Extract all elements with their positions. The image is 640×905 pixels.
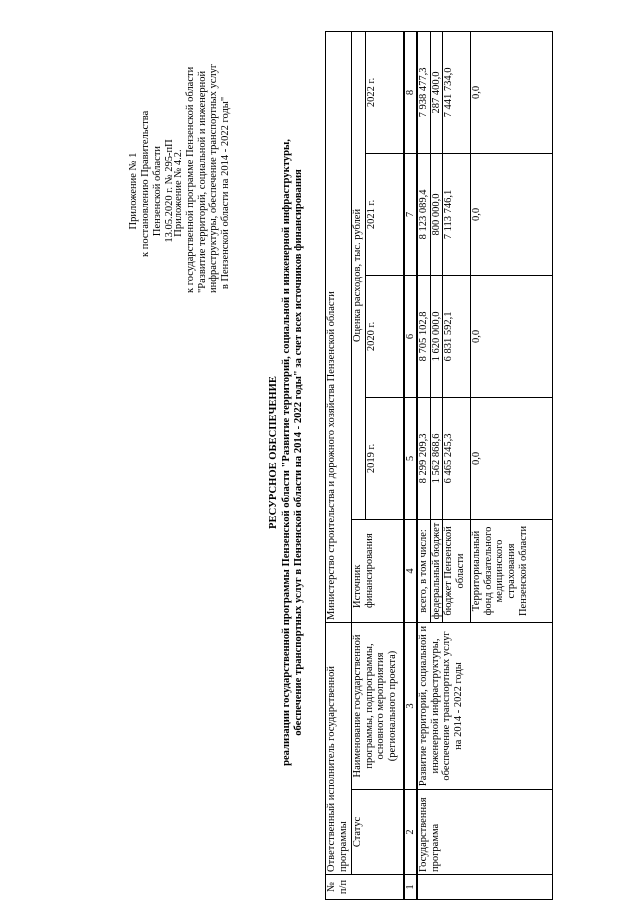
value-cell: 6 831 592,1	[443, 275, 471, 397]
appendix-line: Приложение № 1	[128, 152, 139, 230]
value-cell: 0,0	[471, 153, 553, 275]
value-cell: 1 620 000,0	[430, 275, 443, 397]
source-cell: бюджет Пензенской области	[443, 519, 471, 622]
title-line-3: обеспечение транспортных услуг в Пензенской области на 2014 - 2022 годы" за счет всех источников финансирования	[293, 169, 304, 736]
value-cell: 8 299 209,3	[417, 397, 430, 519]
colnum: 3	[404, 622, 418, 789]
appendix2-line: "Развитие территорий, социальной и инженерной	[196, 70, 208, 293]
value-cell: 0,0	[471, 275, 553, 397]
program-name-cell: Развитие территорий, социальной и инженерной инфраструктуры, обеспечение транспортных услуг на 2014 - 2022 годы	[417, 622, 553, 789]
appendix-line: к постановлению Правительства	[140, 110, 151, 257]
resource-table	[325, 31, 553, 900]
header-source: Источник финансирования	[352, 519, 404, 622]
row-num-cell	[417, 875, 553, 900]
colnum: 7	[404, 153, 418, 275]
appendix-block	[128, 110, 176, 257]
value-cell: 800 000,0	[430, 153, 443, 275]
year-2022: 2022 г.	[366, 31, 404, 153]
header-ministry: Министерство строительства и дорожного хозяйства Пензенской области	[326, 31, 352, 622]
value-cell: 287 400,0	[430, 31, 443, 153]
source-cell: всего, в том числе:	[417, 519, 430, 622]
appendix2-line: инфраструктуры, обеспечение транспортных услуг	[208, 63, 220, 293]
value-cell: 7 441 734,0	[443, 31, 471, 153]
source-cell: федеральный бюджет	[430, 519, 443, 622]
value-cell: 0,0	[471, 397, 553, 519]
document-title	[268, 10, 306, 895]
year-2021: 2021 г.	[366, 153, 404, 275]
value-cell: 1 562 868,6	[430, 397, 443, 519]
value-cell: 8 123 089,4	[417, 153, 430, 275]
header-num: № п/п	[326, 875, 404, 900]
title-line-1: РЕСУРСНОЕ ОБЕСПЕЧЕНИЕ	[268, 376, 279, 529]
appendix2-line: Приложение № 4.2.	[173, 149, 184, 237]
table-row	[417, 31, 430, 899]
value-cell: 0,0	[471, 31, 553, 153]
appendix2-line: в Пензенской области на 2014 - 2022 годы"	[220, 96, 232, 290]
colnum: 4	[404, 519, 418, 622]
value-cell: 6 465 245,3	[443, 397, 471, 519]
header-responsible: Ответственный исполнитель государственной программы	[326, 622, 352, 874]
header-name: Наименование государственной программы, подпрограммы, основного мероприятия (регионального проекта)	[352, 622, 404, 789]
status-cell: Государственная программа	[417, 790, 553, 875]
header-status: Статус	[352, 790, 404, 875]
year-2020: 2020 г.	[366, 275, 404, 397]
value-cell: 8 705 102,8	[417, 275, 430, 397]
colnum: 1	[404, 875, 418, 900]
appendix-line: 13.05.2020 г. № 295-пП	[164, 139, 175, 243]
source-cell: Территориальный фонд обязательного медицинского страхования Пензенской области	[471, 519, 553, 622]
colnum: 6	[404, 275, 418, 397]
appendix2-block	[173, 63, 232, 293]
title-line-2: реализации государственной программы Пензенской области "Развитие территорий, социальной и инженерной инфраструктуры,	[280, 139, 292, 766]
appendix2-line: к государственной программе Пензенской области	[184, 66, 196, 293]
value-cell: 7 113 746,1	[443, 153, 471, 275]
colnum: 5	[404, 397, 418, 519]
appendix-line: Пензенской области	[152, 145, 163, 237]
colnum: 8	[404, 31, 418, 153]
colnum: 2	[404, 790, 418, 875]
year-2019: 2019 г.	[366, 397, 404, 519]
header-estimate: Оценка расходов, тыс. рублей	[352, 31, 366, 519]
value-cell: 7 938 477,3	[417, 31, 430, 153]
